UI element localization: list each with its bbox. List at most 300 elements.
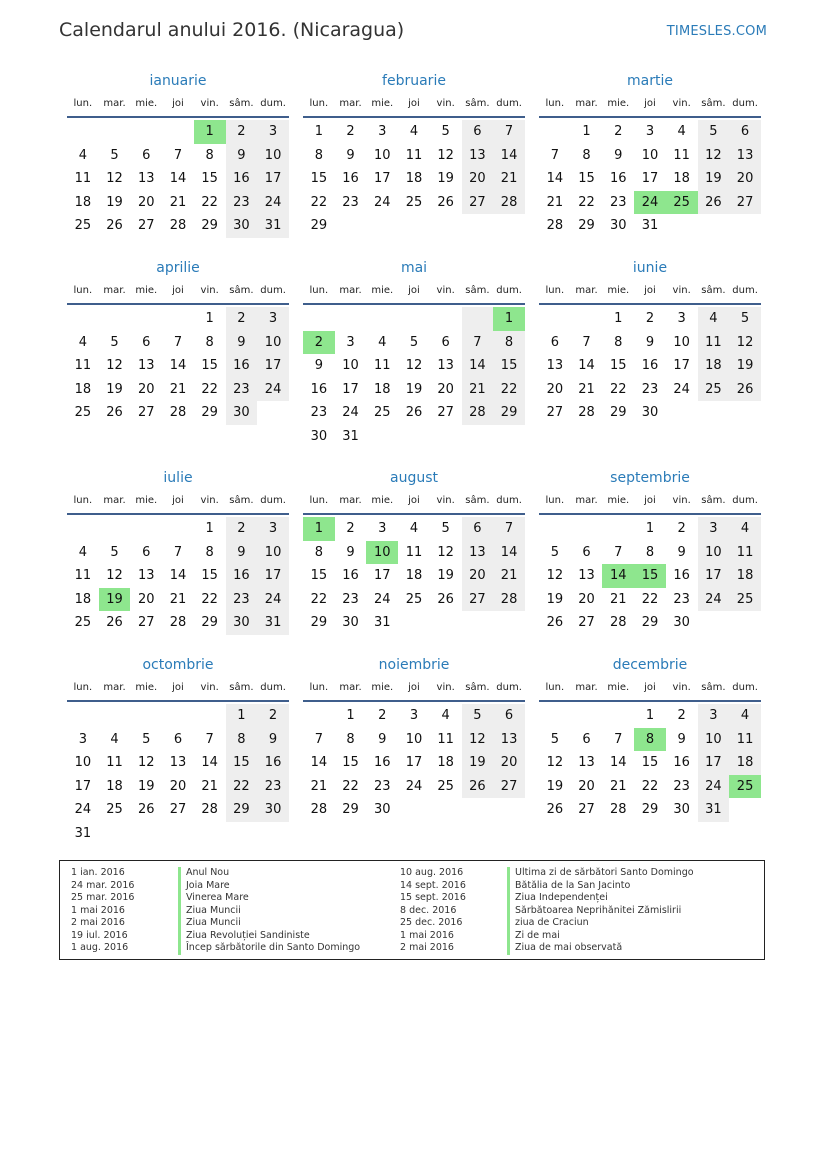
- empty-cell: [99, 517, 131, 541]
- day-cell: 7: [173, 544, 183, 560]
- day-cell: 23: [609, 194, 627, 210]
- weekday-label: sâm.: [701, 682, 726, 693]
- day-cell: 20: [437, 381, 454, 397]
- empty-cell: [698, 401, 730, 425]
- empty-cell: [462, 611, 494, 635]
- empty-cell: [462, 425, 494, 449]
- day-cell: 29: [641, 615, 659, 630]
- holiday-date: 19 iul. 2016: [71, 929, 128, 941]
- weekday-label: mar.: [575, 495, 598, 506]
- day-cell: 28: [609, 615, 627, 630]
- day-cell: 18: [106, 778, 123, 794]
- day-cell: 21: [546, 194, 564, 210]
- day-cell: 29: [201, 615, 218, 630]
- day-cell: 22: [342, 778, 359, 794]
- day-cell: 21: [169, 591, 187, 607]
- day-cell: 26: [546, 802, 564, 817]
- day-cell: 1: [314, 124, 323, 139]
- day-cell: 19: [437, 171, 454, 186]
- holiday-date: 8 dec. 2016: [400, 904, 457, 916]
- legend-row: [71, 867, 360, 880]
- empty-cell: [303, 307, 335, 331]
- empty-cell: [398, 214, 430, 238]
- day-cell: 29: [226, 798, 258, 822]
- day-cell: 21: [169, 381, 187, 397]
- empty-cell: [194, 704, 226, 728]
- day-cell: 4: [78, 334, 87, 350]
- empty-cell: [366, 214, 398, 238]
- month-title: septembrie: [610, 470, 690, 486]
- day-cell: 14: [169, 568, 187, 583]
- day-cell: 16: [310, 381, 328, 397]
- day-cell: 28: [169, 615, 187, 630]
- weekday-label: vin.: [200, 285, 219, 296]
- weekday-label: mar.: [339, 682, 362, 693]
- day-cell: 22: [201, 591, 218, 607]
- day-cell: 19: [729, 354, 761, 378]
- empty-cell: [130, 120, 162, 144]
- day-cell: 26: [106, 218, 123, 233]
- day-cell: 14: [310, 755, 328, 770]
- weekday-label: lun.: [309, 285, 329, 296]
- day-cell: 19: [405, 381, 423, 397]
- day-cell: 1: [582, 124, 591, 139]
- empty-cell: [130, 704, 162, 728]
- day-cell: 18: [729, 751, 761, 775]
- empty-cell: [430, 798, 462, 822]
- weekday-label: joi: [408, 495, 420, 506]
- day-cell: 23: [226, 588, 258, 612]
- day-cell: 19: [462, 751, 494, 775]
- day-cell: 23: [673, 778, 690, 794]
- day-cell: 28: [310, 802, 328, 817]
- empty-cell: [539, 704, 571, 728]
- day-cell: 2: [614, 124, 623, 139]
- day-cell: 30: [609, 218, 627, 233]
- day-cell: 19: [106, 381, 123, 397]
- day-cell: 18: [698, 354, 730, 378]
- day-cell: 1: [226, 704, 258, 728]
- weekday-header: [67, 493, 289, 515]
- empty-cell: [130, 822, 162, 846]
- day-cell: 15: [493, 354, 525, 378]
- holiday-name: Ziua de mai observată: [507, 942, 622, 955]
- day-cell: 25: [405, 591, 423, 607]
- day-cell: 20: [137, 194, 155, 210]
- day-cell: 25: [666, 191, 698, 215]
- empty-cell: [729, 214, 761, 238]
- day-cell: 3: [78, 731, 87, 747]
- day-cell: 12: [729, 331, 761, 355]
- month-title: februarie: [382, 73, 446, 89]
- day-cell: 25: [405, 194, 423, 210]
- holiday-name: Vinerea Mare: [178, 892, 249, 905]
- day-cell: 22: [493, 378, 525, 402]
- empty-cell: [130, 517, 162, 541]
- weekday-label: joi: [644, 98, 656, 109]
- day-cell: 2: [346, 521, 355, 536]
- day-cell: 3: [645, 124, 655, 139]
- month-title: ianuarie: [149, 73, 207, 89]
- month-decembrie: [539, 654, 761, 822]
- day-cell: 8: [205, 544, 214, 560]
- day-cell: 22: [201, 381, 218, 397]
- weekday-label: lun.: [73, 285, 93, 296]
- weekday-label: mie.: [607, 285, 630, 296]
- day-cell: 15: [201, 171, 218, 186]
- day-cell: 17: [673, 358, 690, 373]
- day-cell: 12: [437, 147, 454, 163]
- day-cell: 25: [437, 778, 454, 794]
- weekday-label: mie.: [607, 98, 630, 109]
- day-cell: 10: [673, 334, 690, 350]
- day-cell: 12: [546, 568, 564, 583]
- day-cell: 8: [346, 731, 355, 747]
- day-grid: [67, 307, 289, 425]
- legend-row: [71, 942, 360, 955]
- day-cell: 10: [257, 541, 289, 565]
- day-cell: 18: [74, 194, 92, 210]
- weekday-label: mie.: [135, 682, 158, 693]
- day-cell: 31: [342, 428, 359, 444]
- day-cell: 15: [609, 358, 627, 373]
- weekday-label: lun.: [73, 495, 93, 506]
- day-cell: 1: [614, 311, 623, 326]
- weekday-label: mie.: [135, 495, 158, 506]
- weekday-label: sâm.: [465, 98, 490, 109]
- weekday-label: joi: [408, 682, 420, 693]
- day-cell: 23: [342, 194, 359, 210]
- weekday-label: sâm.: [465, 495, 490, 506]
- day-cell: 2: [226, 120, 258, 144]
- day-cell: 26: [698, 191, 730, 215]
- day-cell: 23: [257, 775, 289, 799]
- day-cell: 10: [257, 331, 289, 355]
- day-cell: 16: [226, 167, 258, 191]
- day-cell: 12: [106, 171, 123, 186]
- day-cell: 14: [546, 171, 564, 186]
- weekday-header: [67, 283, 289, 305]
- weekday-label: mie.: [371, 495, 394, 506]
- day-cell: 12: [462, 728, 494, 752]
- empty-cell: [571, 517, 603, 541]
- day-cell: 6: [142, 334, 151, 350]
- day-cell: 24: [257, 191, 289, 215]
- site-link[interactable]: TIMESLES.COM: [666, 24, 767, 39]
- weekday-label: vin.: [436, 98, 455, 109]
- day-cell: 7: [550, 147, 559, 163]
- day-cell: 29: [310, 218, 328, 233]
- weekday-label: joi: [172, 285, 184, 296]
- legend-row: [400, 905, 694, 918]
- day-cell: 22: [641, 778, 659, 794]
- day-cell: 14: [609, 755, 627, 770]
- day-cell: 20: [578, 778, 595, 794]
- empty-cell: [493, 798, 525, 822]
- day-cell: 13: [137, 171, 155, 186]
- day-grid: [303, 517, 525, 635]
- day-cell: 7: [614, 731, 623, 747]
- day-cell: 18: [673, 171, 690, 186]
- empty-cell: [729, 611, 761, 635]
- day-cell: 1: [303, 517, 335, 541]
- day-cell: 18: [729, 564, 761, 588]
- weekday-label: mar.: [103, 495, 126, 506]
- day-cell: 29: [201, 405, 218, 420]
- day-cell: 30: [257, 798, 289, 822]
- weekday-label: dum.: [260, 682, 286, 693]
- day-cell: 7: [173, 147, 183, 163]
- empty-cell: [602, 517, 634, 541]
- day-cell: 9: [378, 731, 387, 747]
- day-cell: 12: [106, 358, 123, 373]
- day-cell: 22: [310, 194, 328, 210]
- weekday-label: lun.: [545, 682, 565, 693]
- day-cell: 5: [698, 120, 730, 144]
- day-cell: 6: [462, 120, 494, 144]
- day-cell: 16: [257, 751, 289, 775]
- empty-cell: [99, 307, 131, 331]
- day-cell: 20: [493, 751, 525, 775]
- day-cell: 27: [493, 775, 525, 799]
- weekday-label: mar.: [575, 98, 598, 109]
- weekday-label: mar.: [339, 285, 362, 296]
- empty-cell: [698, 214, 730, 238]
- day-cell: 17: [257, 354, 289, 378]
- day-cell: 1: [645, 708, 655, 723]
- day-cell: 8: [205, 334, 214, 350]
- day-cell: 31: [257, 214, 289, 238]
- day-cell: 4: [441, 708, 450, 723]
- day-cell: 25: [74, 615, 92, 630]
- day-cell: 27: [137, 405, 155, 420]
- legend-row: [400, 892, 694, 905]
- day-cell: 26: [437, 194, 454, 210]
- holiday-legend: [59, 860, 765, 960]
- weekday-label: mie.: [135, 285, 158, 296]
- day-cell: 30: [310, 428, 328, 444]
- day-cell: 11: [405, 147, 423, 163]
- month-septembrie: [539, 467, 761, 635]
- day-cell: 7: [462, 331, 494, 355]
- day-cell: 17: [74, 778, 92, 794]
- empty-cell: [430, 214, 462, 238]
- day-cell: 18: [74, 591, 92, 607]
- day-cell: 23: [342, 591, 359, 607]
- day-cell: 29: [609, 405, 627, 420]
- weekday-label: sâm.: [229, 682, 254, 693]
- day-cell: 19: [106, 194, 123, 210]
- holiday-date: 25 mar. 2016: [71, 892, 135, 903]
- legend-row: [400, 867, 694, 880]
- day-cell: 28: [201, 802, 218, 817]
- holiday-name: ziua de Craciun: [507, 917, 589, 930]
- day-cell: 29: [641, 802, 659, 817]
- day-cell: 25: [106, 802, 123, 817]
- weekday-label: joi: [644, 682, 656, 693]
- day-cell: 28: [462, 401, 494, 425]
- empty-cell: [99, 822, 131, 846]
- day-cell: 5: [409, 334, 419, 350]
- empty-cell: [67, 307, 99, 331]
- day-cell: 31: [698, 798, 730, 822]
- day-cell: 13: [462, 144, 494, 168]
- day-cell: 12: [106, 568, 123, 583]
- day-cell: 30: [673, 802, 690, 817]
- month-title: aprilie: [156, 260, 200, 276]
- day-cell: 26: [546, 615, 564, 630]
- day-cell: 22: [201, 194, 218, 210]
- day-cell: 4: [409, 124, 419, 139]
- day-cell: 4: [110, 731, 119, 747]
- day-cell: 8: [314, 147, 323, 163]
- day-cell: 24: [257, 378, 289, 402]
- empty-cell: [539, 120, 571, 144]
- day-cell: 2: [226, 517, 258, 541]
- day-cell: 18: [373, 381, 391, 397]
- day-grid: [539, 704, 761, 822]
- legend-row: [71, 880, 360, 893]
- weekday-label: joi: [408, 285, 420, 296]
- empty-cell: [398, 611, 430, 635]
- day-cell: 7: [582, 334, 591, 350]
- day-cell: 21: [609, 778, 627, 794]
- weekday-label: vin.: [200, 495, 219, 506]
- month-martie: [539, 70, 761, 238]
- day-cell: 10: [366, 541, 398, 565]
- day-cell: 13: [137, 358, 155, 373]
- day-cell: 28: [609, 802, 627, 817]
- day-cell: 26: [106, 615, 123, 630]
- weekday-header: [303, 283, 525, 305]
- day-cell: 27: [578, 615, 595, 630]
- day-cell: 20: [137, 381, 155, 397]
- day-cell: 24: [634, 191, 666, 215]
- day-cell: 25: [729, 588, 761, 612]
- legend-column-right: [400, 867, 694, 955]
- day-cell: 20: [729, 167, 761, 191]
- day-cell: 27: [137, 615, 155, 630]
- day-cell: 9: [346, 147, 355, 163]
- weekday-label: dum.: [496, 495, 522, 506]
- day-cell: 21: [578, 381, 595, 397]
- day-cell: 27: [462, 191, 494, 215]
- weekday-label: sâm.: [701, 285, 726, 296]
- weekday-label: lun.: [309, 682, 329, 693]
- empty-cell: [335, 307, 367, 331]
- empty-cell: [430, 425, 462, 449]
- day-cell: 19: [437, 568, 454, 583]
- day-cell: 3: [409, 708, 419, 723]
- weekday-label: lun.: [309, 495, 329, 506]
- day-cell: 20: [137, 591, 155, 607]
- day-cell: 14: [493, 541, 525, 565]
- day-cell: 20: [462, 564, 494, 588]
- day-cell: 8: [645, 544, 655, 560]
- day-cell: 26: [729, 378, 761, 402]
- empty-cell: [398, 425, 430, 449]
- weekday-label: vin.: [200, 98, 219, 109]
- day-cell: 6: [441, 334, 450, 350]
- day-cell: 11: [673, 147, 690, 163]
- empty-cell: [571, 307, 603, 331]
- day-cell: 24: [373, 194, 391, 210]
- holiday-date: 1 mai 2016: [71, 904, 125, 916]
- holiday-name: Sărbătoarea Neprihănitei Zămislirii: [507, 905, 681, 918]
- day-cell: 21: [169, 194, 187, 210]
- day-cell: 23: [226, 378, 258, 402]
- day-cell: 2: [378, 708, 387, 723]
- day-cell: 24: [698, 775, 730, 799]
- weekday-header: [539, 680, 761, 702]
- month-title: august: [390, 470, 438, 486]
- weekday-label: sâm.: [465, 682, 490, 693]
- day-cell: 13: [546, 358, 564, 373]
- day-cell: 15: [634, 564, 666, 588]
- day-cell: 14: [602, 564, 634, 588]
- month-title: decembrie: [612, 657, 688, 673]
- holiday-name: Ziua Revoluției Sandiniste: [178, 930, 310, 943]
- month-februarie: [303, 70, 525, 238]
- day-cell: 13: [578, 568, 595, 583]
- day-cell: 19: [137, 778, 155, 794]
- month-aprilie: [67, 257, 289, 425]
- legend-row: [400, 880, 694, 893]
- day-cell: 5: [110, 544, 119, 560]
- day-cell: 6: [173, 731, 183, 747]
- day-cell: 6: [462, 517, 494, 541]
- day-cell: 31: [257, 611, 289, 635]
- day-cell: 21: [201, 778, 218, 794]
- empty-cell: [493, 425, 525, 449]
- day-cell: 21: [609, 591, 627, 607]
- day-cell: 23: [310, 405, 328, 420]
- weekday-label: joi: [408, 98, 420, 109]
- day-cell: 24: [257, 588, 289, 612]
- weekday-label: dum.: [260, 98, 286, 109]
- day-cell: 8: [634, 728, 666, 752]
- day-cell: 17: [405, 755, 423, 770]
- weekday-label: mie.: [371, 98, 394, 109]
- empty-cell: [539, 517, 571, 541]
- day-cell: 30: [226, 611, 258, 635]
- day-cell: 10: [698, 541, 730, 565]
- day-cell: 31: [641, 218, 659, 233]
- day-cell: 2: [257, 704, 289, 728]
- day-cell: 17: [257, 167, 289, 191]
- day-cell: 16: [673, 755, 690, 770]
- day-cell: 9: [645, 334, 655, 350]
- day-cell: 17: [373, 568, 391, 583]
- empty-cell: [430, 307, 462, 331]
- weekday-label: sâm.: [229, 98, 254, 109]
- day-cell: 19: [546, 778, 564, 794]
- day-cell: 27: [729, 191, 761, 215]
- day-cell: 21: [493, 167, 525, 191]
- weekday-label: mar.: [339, 98, 362, 109]
- empty-cell: [99, 120, 131, 144]
- day-cell: 26: [137, 802, 155, 817]
- weekday-label: dum.: [732, 495, 758, 506]
- holiday-date: 1 ian. 2016: [71, 867, 125, 878]
- weekday-label: dum.: [496, 285, 522, 296]
- empty-cell: [493, 611, 525, 635]
- weekday-header: [539, 493, 761, 515]
- legend-row: [71, 892, 360, 905]
- weekday-header: [303, 493, 525, 515]
- day-cell: 16: [373, 755, 391, 770]
- month-title: iunie: [632, 260, 668, 276]
